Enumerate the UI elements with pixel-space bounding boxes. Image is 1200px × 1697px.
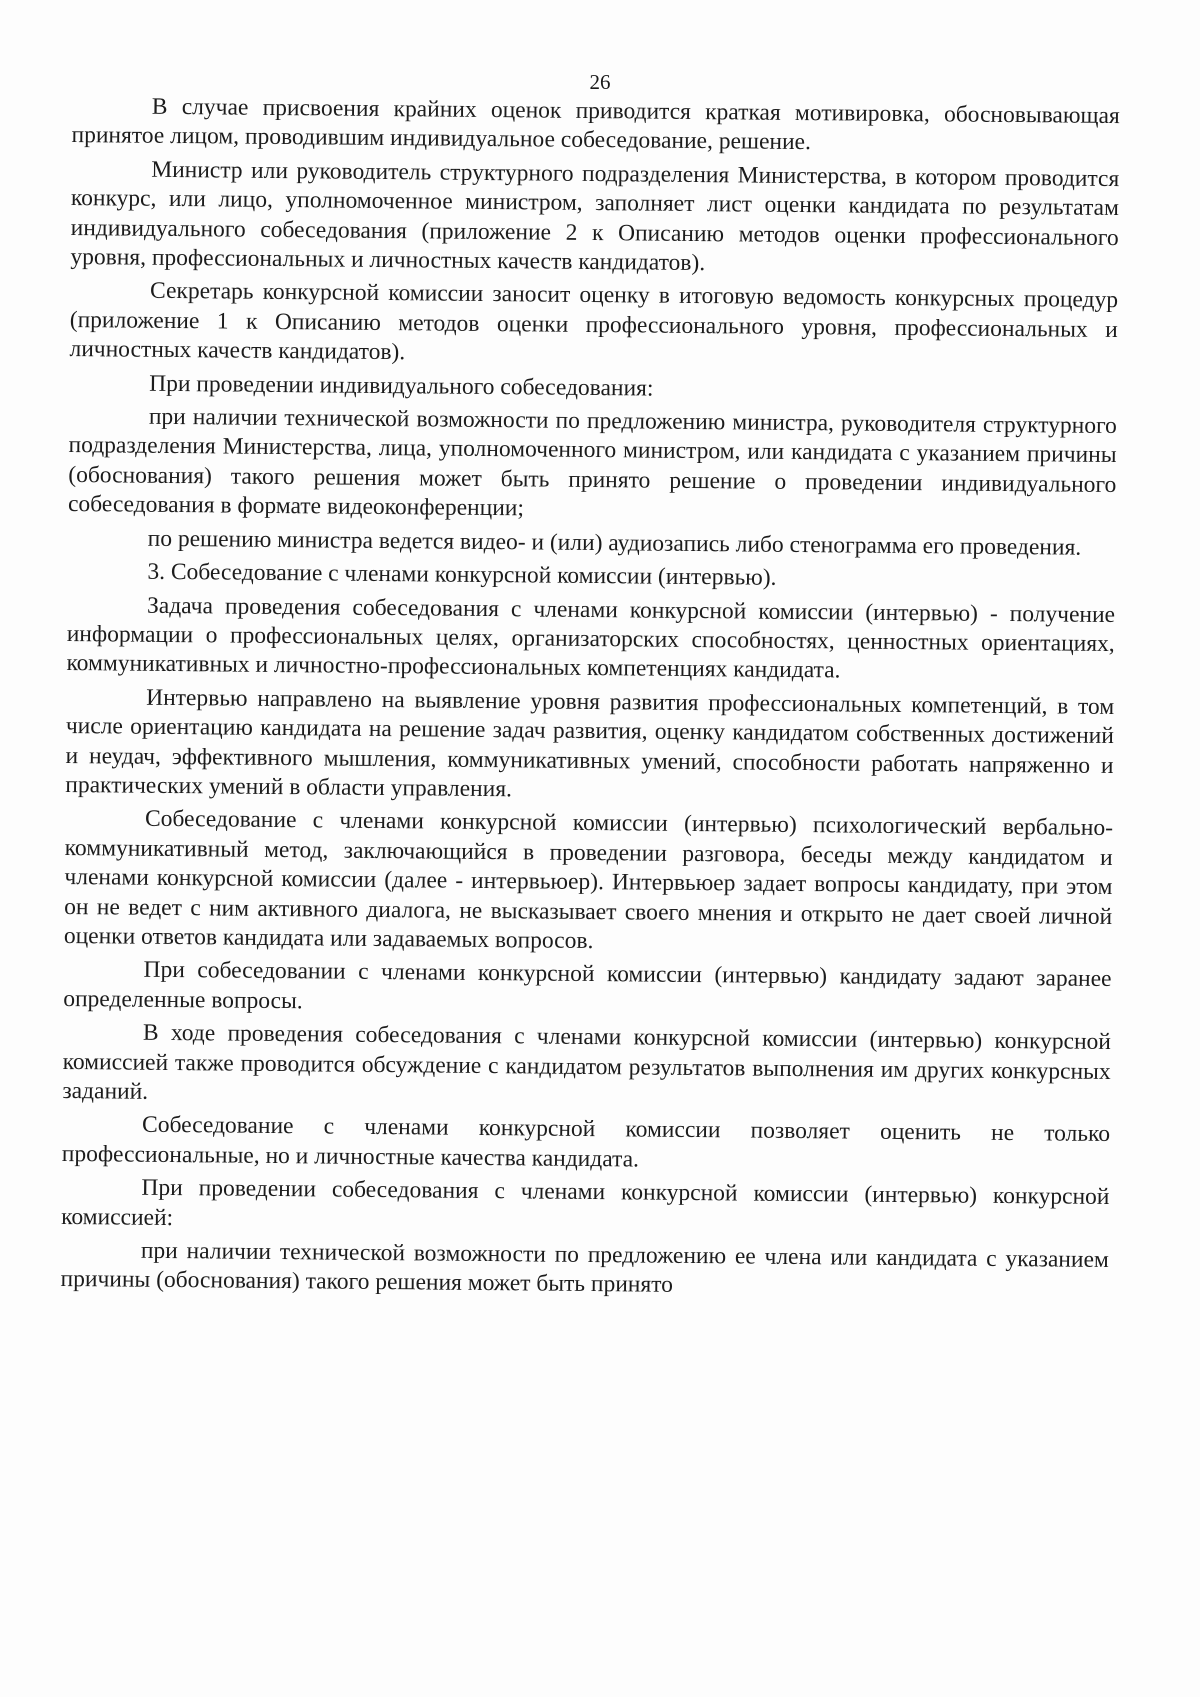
paragraph: При проведении индивидуального собеседования: — [149, 370, 654, 402]
paragraph: по решению министра ведется видео- и (или) аудиозапись либо стенограмма его проведения. — [147, 525, 1082, 561]
page-number: 26 — [589, 70, 611, 94]
paragraph: Собеседование с членами конкурсной комиссии (интервью) психологический вербально-коммуникативный метод, заключающийся в проведении разговора, беседы между кандидатом и членами конкурсной комиссии (далее - интервьюер). Интервьюер задает вопросы кандидату, при этом он не ведет с ним активного диалога, не высказывает своего мнения и открыто не дает своей личной оценки ответов кандидата или задаваемых вопросов. — [63, 806, 1114, 955]
paragraph: Министр или руководитель структурного подразделения Министерства, в котором проводится конкурс, или лицо, уполномоченное министром, заполняет лист оценки кандидата по результатам индивидуального собеседования (приложение 2 к Описанию методов оценки профессионального уровня, профессиональных и личностных качеств кандидатов). — [70, 156, 1120, 277]
paragraph: При собеседовании с членами конкурсной комиссии (интервью) кандидату задают заранее определенные вопросы. — [63, 957, 1112, 1015]
paragraph: Интервью направлено на выявление уровня развития профессиональных компетенций, в том числе ориентацию кандидата на решение задач развития, оценку кандидатом собственных достижений и неудач, эффективного мышления, коммуникативных умений, способности работать напряженно и практических умений в области управления. — [65, 684, 1115, 803]
paragraph: Задача проведения собеседования с членами конкурсной комиссии (интервью) - получение информации о профессиональных целях, организаторских способностях, ценностных ориентациях, коммуникативных и личностно-профессиональных компетенциях кандидата. — [66, 592, 1116, 684]
paragraph: При проведении собеседования с членами конкурсной комиссии (интервью) конкурсной комиссией: — [61, 1174, 1110, 1231]
paragraph: В ходе проведения собеседования с членами конкурсной комиссии (интервью) конкурсной комиссией также проводится обсуждение с кандидатом результатов выполнения им других конкурсных заданий. — [62, 1019, 1112, 1105]
paragraph: при наличии технической возможности по предложению ее члена или кандидата с указанием причины (обоснования) такого решения может быть принято — [60, 1237, 1109, 1299]
section-heading: 3. Собеседование с членами конкурсной комиссии (интервью). — [147, 558, 777, 591]
paragraph: Собеседование с членами конкурсной комиссии позволяет оценить не только профессиональные, но и личностные качества кандидата. — [61, 1112, 1111, 1173]
paragraph: В случае присвоения крайних оценок приводится краткая мотивировка, обосновывающая принятое лицом, проводившим индивидуальное собеседование, решение. — [71, 93, 1120, 156]
document-body — [60, 92, 1119, 1305]
paragraph: Секретарь конкурсной комиссии заносит оценку в итоговую ведомость конкурсных процедур (приложение 1 к Описанию методов оценки профессионального уровня, профессиональных и личностных качеств кандидатов). — [69, 278, 1119, 366]
paragraph: при наличии технической возможности по предложению министра, руководителя структурного подразделения Министерства, лица, уполномоченного министром, или кандидата с указанием причины (обоснования) такого решения может быть принято решение о проведении индивидуального собеседования в формате видеоконференции; — [67, 403, 1117, 522]
